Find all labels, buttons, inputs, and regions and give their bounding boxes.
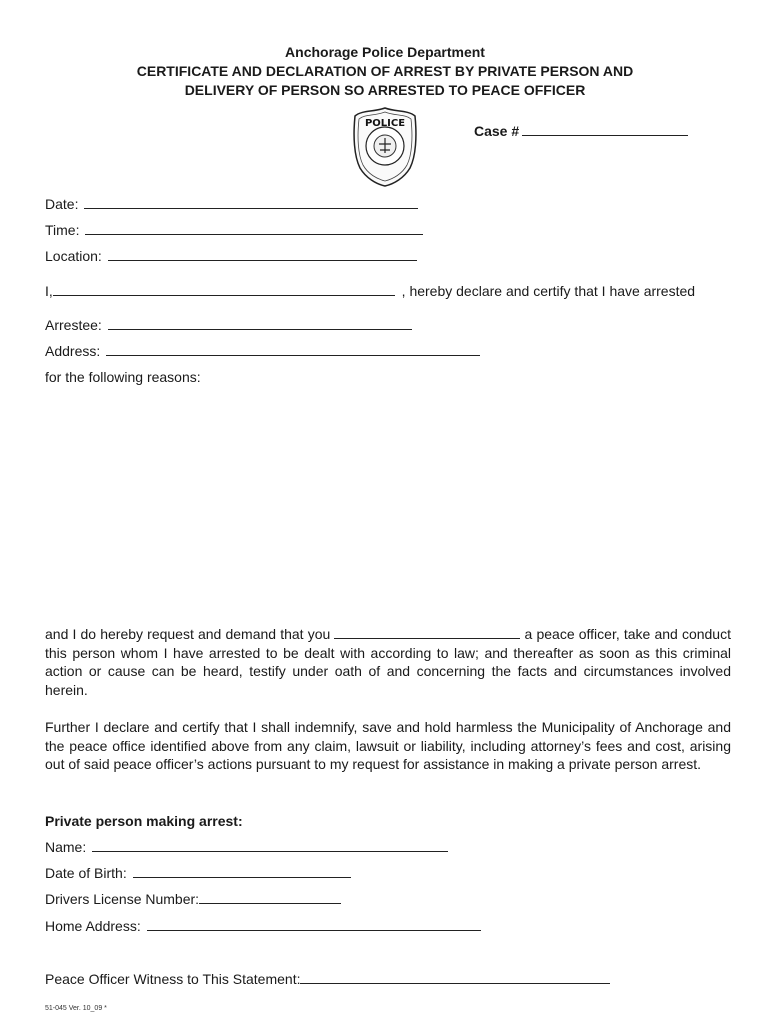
- badge-label: POLICE: [364, 118, 406, 129]
- case-number-line[interactable]: [522, 122, 688, 136]
- time-line[interactable]: [85, 221, 423, 235]
- form-title-line2: DELIVERY OF PERSON SO ARRESTED TO PEACE OFFICER: [184, 82, 586, 98]
- license-field[interactable]: [45, 890, 341, 908]
- name-field[interactable]: [45, 838, 448, 856]
- address-field[interactable]: [45, 342, 480, 360]
- arrestee-line[interactable]: [108, 316, 412, 330]
- request-paragraph: [45, 625, 731, 699]
- witness-label: Peace Officer Witness to This Statement:: [45, 971, 301, 987]
- license-line[interactable]: [199, 890, 341, 904]
- date-field[interactable]: [45, 195, 418, 213]
- i-label: I,: [45, 283, 53, 299]
- location-field[interactable]: [45, 247, 417, 265]
- arrestee-field[interactable]: [45, 316, 412, 334]
- case-number-field[interactable]: [474, 122, 688, 140]
- declare-text: , hereby declare and certify that I have arrested: [401, 283, 696, 299]
- dob-label: Date of Birth:: [45, 865, 127, 881]
- license-label: Drivers License Number:: [45, 891, 200, 907]
- address-label: Address:: [45, 343, 101, 359]
- dob-line[interactable]: [133, 864, 351, 878]
- declarant-field[interactable]: [45, 282, 695, 300]
- home-address-line[interactable]: [147, 917, 481, 931]
- time-field[interactable]: [45, 221, 423, 239]
- home-address-label: Home Address:: [45, 918, 141, 934]
- case-number-label: Case #: [474, 123, 520, 139]
- name-label: Name:: [45, 839, 87, 855]
- department-name: Anchorage Police Department: [285, 44, 485, 60]
- dob-field[interactable]: [45, 864, 351, 882]
- location-line[interactable]: [108, 247, 417, 261]
- address-line[interactable]: [106, 342, 480, 356]
- indemnify-paragraph: Further I declare and certify that I shall indemnify, save and hold harmless the Municipality of Anchorage and the peace office identified above from any claim, lawsuit or liability, including attorney’s fees and cost, arising out of said peace officer’s actions pursuant to my request for assistance in making a private person arrest.: [45, 719, 731, 772]
- witness-line[interactable]: [300, 970, 610, 984]
- police-badge-icon: [352, 106, 418, 188]
- date-label: Date:: [45, 196, 79, 212]
- request-text-post: a peace officer, take and conduct this person whom I have arrested to be dealt with according to law; and thereafter as soon as this criminal action or cause can be heard, testify under oath of and concerning the facts and circumstances involved herein.: [45, 626, 731, 698]
- reasons-label: for the following reasons:: [45, 369, 201, 385]
- witness-field[interactable]: [45, 970, 610, 988]
- declarant-line[interactable]: [53, 282, 395, 296]
- date-line[interactable]: [84, 195, 418, 209]
- private-person-heading: Private person making arrest:: [45, 813, 243, 829]
- arrestee-label: Arrestee:: [45, 317, 102, 333]
- request-text-pre: and I do hereby request and demand that you: [45, 626, 331, 642]
- location-label: Location:: [45, 248, 102, 264]
- form-title-line1: CERTIFICATE AND DECLARATION OF ARREST BY PRIVATE PERSON AND: [136, 63, 634, 79]
- home-address-field[interactable]: [45, 917, 481, 935]
- form-number: 51-045 Ver. 10_09 *: [45, 1005, 107, 1012]
- time-label: Time:: [45, 222, 80, 238]
- peace-officer-name-line[interactable]: [334, 625, 520, 639]
- name-line[interactable]: [92, 838, 448, 852]
